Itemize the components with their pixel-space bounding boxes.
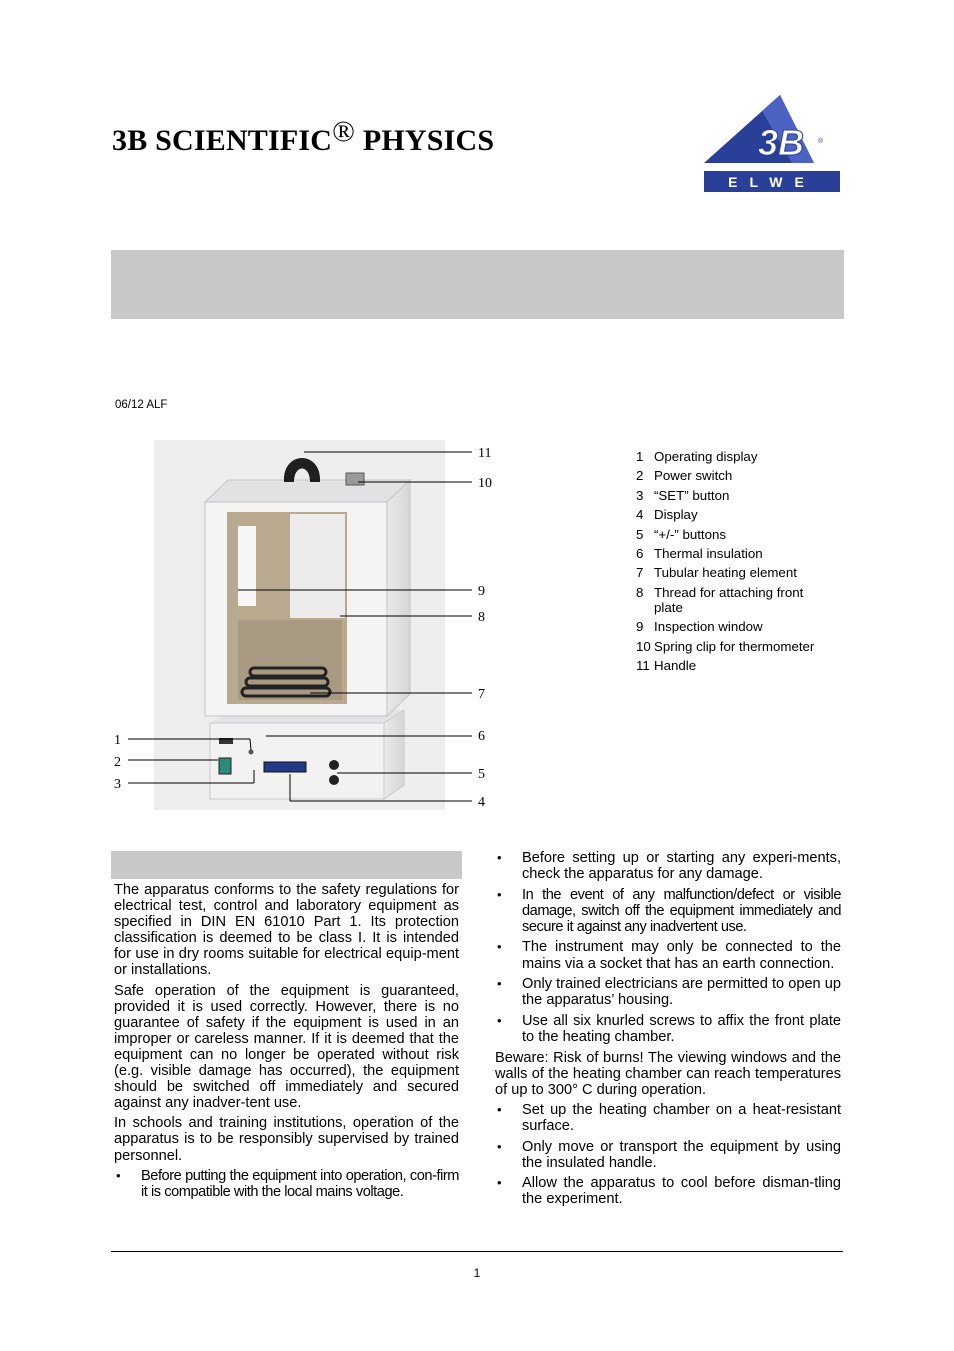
part-number: 7 [636,565,644,581]
part-number: 6 [636,545,644,561]
safety-bullets [114,1168,459,1200]
operating-display-led [249,750,254,755]
document-code: 06/12 ALF [115,399,168,411]
part-number: 3 [636,487,644,503]
part-label: Thermal insulation [654,545,763,561]
bullet-item: • The instrument may only be connected to the mains via a socket that has an earth connection. [495,939,841,971]
part-number: 2 [636,468,644,484]
bullet-item: • Allow the apparatus to cool before disman-tling the experiment. [495,1175,841,1207]
callout-1: 1 [114,733,121,748]
callout-7: 7 [478,687,485,702]
section-heading-band [111,851,462,879]
logo-mark: 3B [758,122,805,163]
part-label: Display [654,507,698,523]
part-label: Power switch [654,468,733,484]
parts-item [636,639,834,654]
inspection-window-back [290,514,345,618]
safety-column-left [114,882,459,1204]
minus-button [329,775,339,785]
bullet-item: • In the event of any malfunction/defect or visible damage, switch off the equipment immediately and secure it against any inadvertent use. [495,887,841,935]
parts-item [636,546,834,561]
parts-item [636,507,834,522]
registered-mark: ® [332,115,356,148]
page-number: 1 [473,1266,481,1280]
plus-button [329,760,339,770]
part-label: Operating display [654,449,758,464]
logo-band-text: ELWE [728,174,816,190]
part-label: Spring clip for thermometer [654,638,815,654]
part-label: “SET” button [654,487,730,503]
bullet-item: • Use all six knurled screws to affix the front plate to the heating chamber. [495,1013,841,1045]
thermometer-clip [346,473,364,485]
callout-10: 10 [478,476,492,491]
callout-8: 8 [478,610,485,625]
callout-11: 11 [478,446,492,461]
parts-item [636,488,834,503]
part-number: 9 [636,619,644,635]
safety-paragraph: The apparatus conforms to the safety regulations for electrical test, control and laboratory equipment as specified in DIN EN 61010 Part 1. Its protection classification is deemed to be class I. It is intended for use in dry rooms suitable for electrical equip-ment or installations. [114,882,459,979]
bullet-item: • Before setting up or starting any experi-ments, check the apparatus for any damage. [495,850,841,882]
safety-paragraph: Safe operation of the equipment is guaranteed, provided it is used correctly. However, there is no guarantee of safety if the equipment is used in an improper or careless manner. If it is deemed that the equipment can no longer be operated without risk (e.g. visible damage has occurred), the equipment should be switched off immediately and secured against any inadver-tent use. [114,982,459,1112]
part-number: 4 [636,507,644,523]
part-label: “+/-” buttons [654,526,727,542]
apparatus-figure [114,440,494,815]
part-number: 8 [636,584,644,600]
safety-bullets [495,1102,841,1208]
part-label: Thread for attaching front plate [654,584,804,615]
parts-list [636,449,834,677]
part-number: 5 [636,526,644,542]
callout-9: 9 [478,584,485,599]
part-label: Handle [654,657,697,673]
burn-warning: Beware: Risk of burns! The viewing windows and the walls of the heating chamber can reach temperatures of up to 300° C during operation. [495,1049,841,1098]
logo-registered: ® [818,138,824,145]
bullet-item: • Only trained electricians are permitted to open up the apparatus’ housing. [495,976,841,1008]
parts-item [636,527,834,542]
part-label: Tubular heating element [654,565,797,581]
title-band [111,250,844,319]
callout-5: 5 [478,767,485,782]
brand-main: 3B SCIENTIFIC [112,124,333,157]
parts-item [636,449,834,464]
safety-bullets [495,850,841,1045]
bullet-item: • Only move or transport the equipment by using the insulated handle. [495,1139,841,1171]
parts-item [636,658,834,673]
callout-2: 2 [114,755,121,770]
parts-item [636,468,834,483]
part-number: 11 [636,657,650,673]
callout-6: 6 [478,729,485,744]
lcd-display [264,762,306,772]
parts-item [636,619,834,634]
bullet-item: • Set up the heating chamber on a heat-resistant surface. [495,1102,841,1134]
brand-tail: PHYSICS [355,124,495,157]
footer-rule [111,1251,843,1252]
part-number: 1 [636,449,644,464]
callout-4: 4 [478,795,485,810]
power-switch [219,758,231,774]
inspection-window-left [238,526,256,606]
part-label: Inspection window [654,619,763,635]
safety-paragraph: In schools and training institutions, operation of the apparatus is to be responsibly supervised by trained personnel. [114,1115,459,1164]
brand-title [112,115,495,158]
3b-elwe-logo [702,93,842,193]
parts-item [636,565,834,580]
bullet-item: • Before putting the equipment into operation, con-firm it is compatible with the local mains voltage. [114,1168,459,1200]
safety-column-right [495,850,841,1212]
part-number: 10 [636,638,651,654]
parts-item [636,585,834,615]
callout-3: 3 [114,777,121,792]
